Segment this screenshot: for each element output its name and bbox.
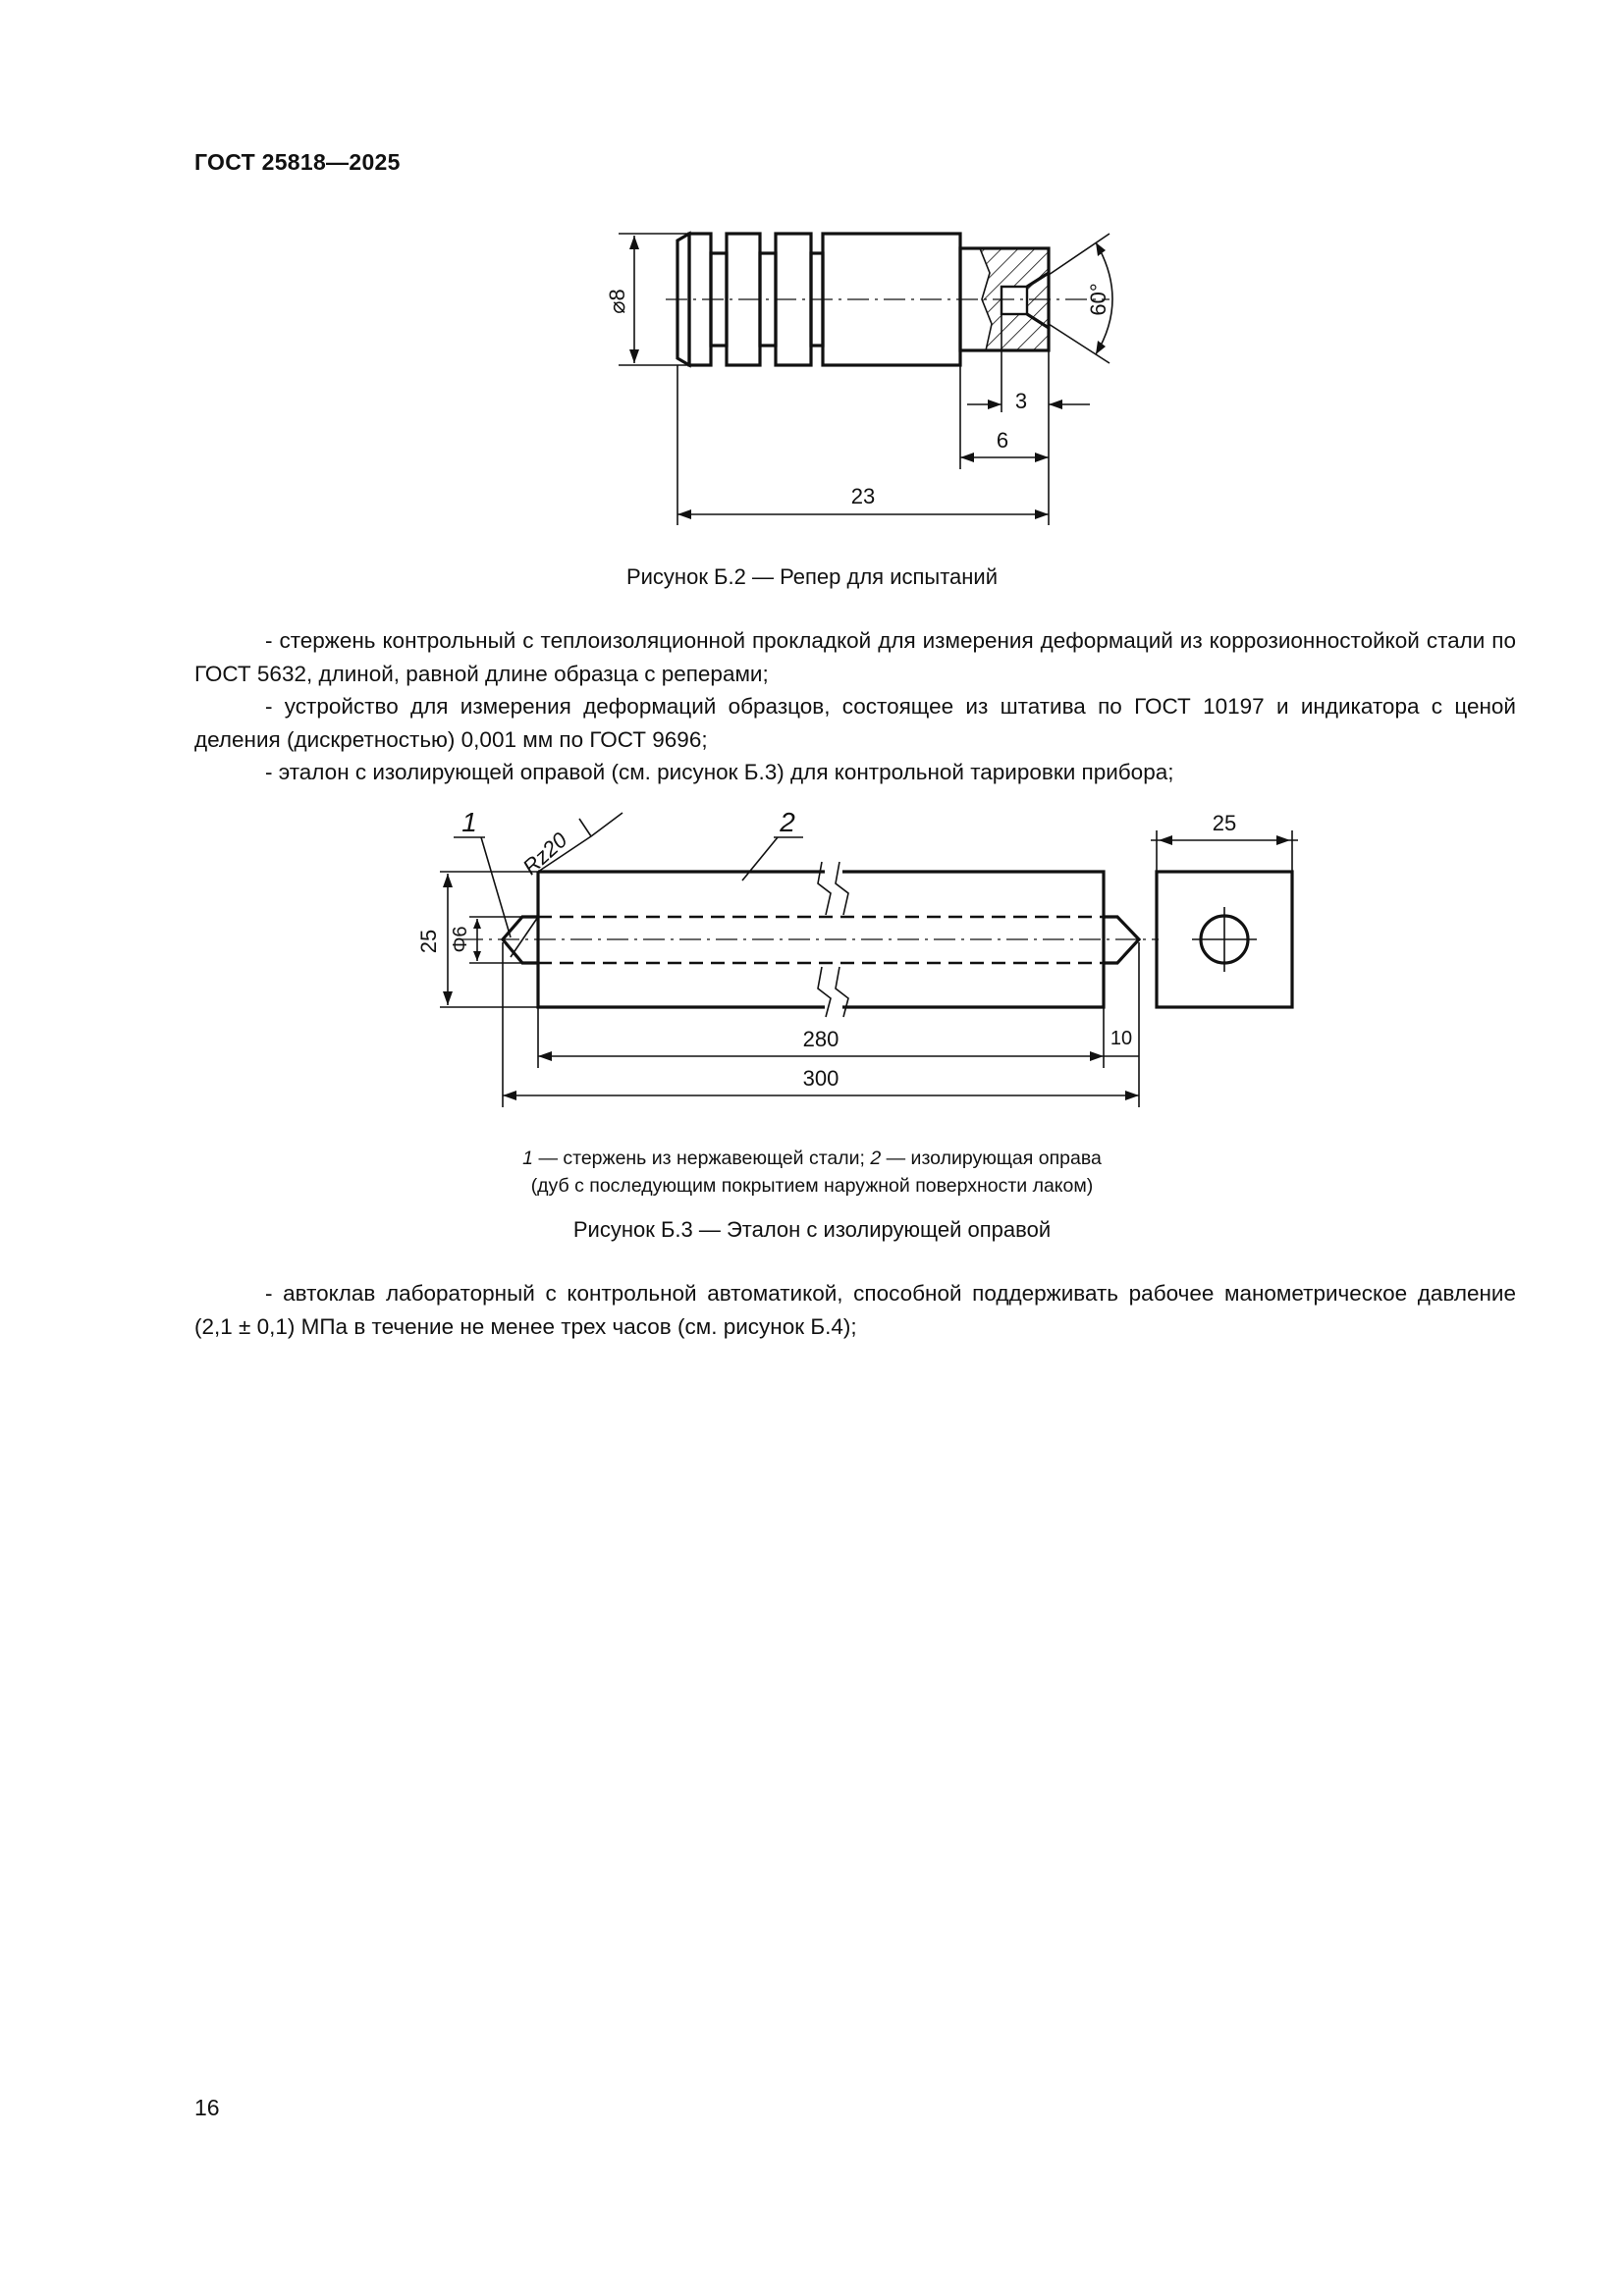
paragraph-1: - стержень контрольный с теплоизоляционной прокладкой для измерения деформаций из коррозионностойкой стали по ГОСТ 5632, длиной, равной длине образца с реперами; — [194, 628, 1516, 686]
dim-6: 6 — [996, 428, 1009, 453]
document-header: ГОСТ 25818—2025 — [194, 149, 401, 175]
dim-25-left: 25 — [416, 929, 441, 954]
paragraph-3: - эталон с изолирующей оправой (см. рисунок Б.3) для контрольной тарировки прибора; — [265, 760, 1174, 784]
figure-b2-drawing — [0, 0, 1624, 550]
dim-3: 3 — [1014, 389, 1028, 413]
dim-300: 300 — [802, 1066, 839, 1091]
roughness-mark: Rz20 — [517, 827, 572, 880]
paragraph-2: - устройство для измерения деформаций образцов, состоящее из штатива по ГОСТ 10197 и индикатора с ценой деления (дискретностью) 0,001 мм по ГОСТ 9696; — [194, 694, 1516, 752]
label-1: 1 — [461, 807, 477, 837]
dim-diameter-b2: ⌀8 — [605, 289, 629, 314]
dim-10: 10 — [1110, 1028, 1133, 1049]
dim-angle-b2: 60° — [1086, 283, 1110, 316]
dim-280: 280 — [802, 1027, 839, 1051]
figure-b3-drawing — [0, 785, 1624, 1119]
figure-b3-legend-line-2: (дуб с последующим покрытием наружной поверхности лаком) — [530, 1175, 1094, 1197]
figure-b3-caption: Рисунок Б.3 — Эталон с изолирующей оправой — [572, 1217, 1052, 1242]
dim-23: 23 — [850, 484, 876, 508]
label-2: 2 — [780, 807, 795, 837]
figure-b3-legend-line-1: 1 — стержень из нержавеющей стали; 2 — изолирующая оправа — [522, 1148, 1102, 1169]
page-number: 16 — [194, 2095, 220, 2120]
paragraph-4: - автоклав лабораторный с контрольной автоматикой, способной поддерживать рабочее манометрическое давление (2,1 ± 0,1) МПа в течение не менее трех часов (см. рисунок Б.4); — [194, 1281, 1516, 1339]
dim-25-top: 25 — [1212, 811, 1237, 835]
dim-phi6: Φ6 — [450, 926, 471, 953]
figure-b2-caption: Рисунок Б.2 — Репер для испытаний — [625, 564, 999, 589]
